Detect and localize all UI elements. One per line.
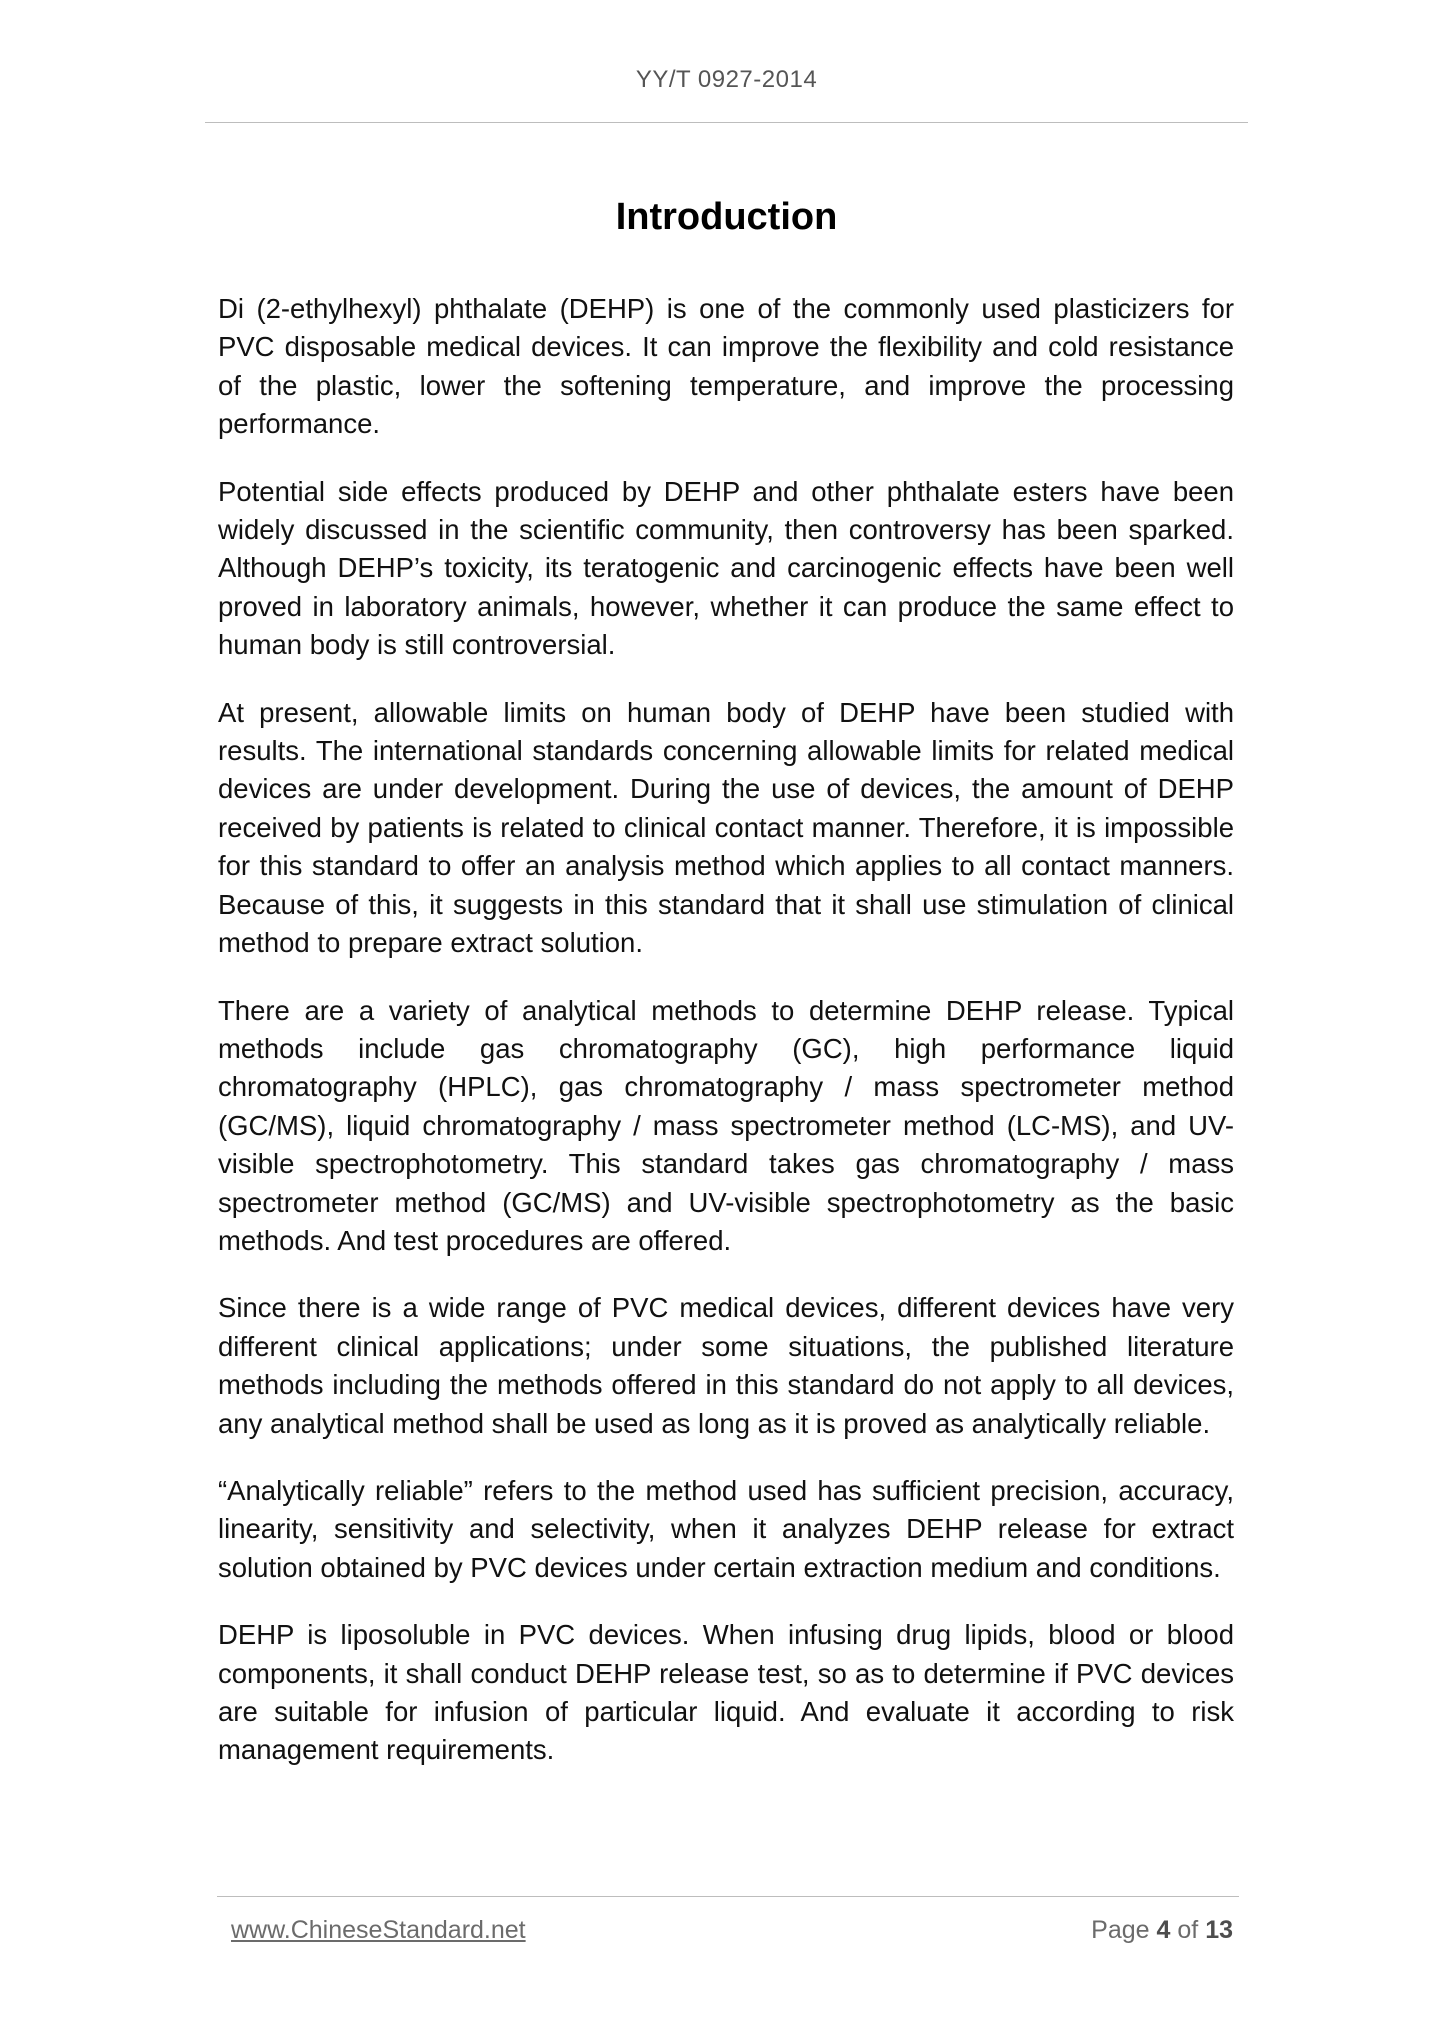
website-link[interactable]: www.ChineseStandard.net	[231, 1916, 526, 1944]
page-indicator	[1091, 1916, 1233, 1945]
page-label: Page	[1091, 1916, 1150, 1944]
paragraph-6: “Analytically reliable” refers to the method used has sufficient precision, accuracy, linearity, sensitivity and selectivity, when it analyzes DEHP release for extract solution obtained by PVC devices under certain extraction medium and conditions.	[218, 1474, 1234, 1583]
document-code-header: YY/T 0927-2014	[635, 66, 818, 93]
paragraph-7: DEHP is liposoluble in PVC devices. When infusing drug lipids, blood or blood components, it shall conduct DEHP release test, so as to determine if PVC devices are suitable for infusion of particular liquid. And evaluate it according to risk management requirements.	[218, 1619, 1234, 1766]
paragraph-3: At present, allowable limits on human body of DEHP have been studied with results. The international standards concerning allowable limits for related medical devices are under development. During the use of devices, the amount of DEHP received by patients is related to clinical contact manner. Therefore, it is impossible for this standard to offer an analysis method which applies to all contact manners. Because of this, it suggests in this standard that it shall use stimulation of clinical method to prepare extract solution.	[218, 696, 1234, 959]
total-pages-number: 13	[1205, 1916, 1233, 1944]
header-divider	[205, 122, 1248, 123]
footer-divider	[217, 1896, 1239, 1897]
paragraph-1: Di (2-ethylhexyl) phthalate (DEHP) is one of the commonly used plasticizers for PVC disposable medical devices. It can improve the flexibility and cold resistance of the plastic, lower the softening temperature, and improve the processing performance.	[218, 293, 1234, 440]
paragraph-4: There are a variety of analytical methods to determine DEHP release. Typical methods include gas chromatography (GC), high performance liquid chromatography (HPLC), gas chromatography / mass spectrometer method (GC/MS), liquid chromatography / mass spectrometer method (LC-MS), and UV-visible spectrophotometry. This standard takes gas chromatography / mass spectrometer method (GC/MS) and UV-visible spectrophotometry as the basic methods. And test procedures are offered.	[218, 994, 1234, 1256]
paragraph-5: Since there is a wide range of PVC medical devices, different devices have very different clinical applications; under some situations, the published literature methods including the methods offered in this standard do not apply to all devices, any analytical method shall be used as long as it is proved as analytically reliable.	[218, 1292, 1234, 1439]
current-page-number: 4	[1156, 1916, 1171, 1944]
paragraph-2: Potential side effects produced by DEHP and other phthalate esters have been widely discussed in the scientific community, then controversy has been sparked. Although DEHP’s toxicity, its teratogenic and carcinogenic effects have been well proved in laboratory animals, however, whether it can produce the same effect to human body is still controversial.	[218, 475, 1234, 661]
document-body	[218, 290, 1234, 1799]
page-of-label: of	[1177, 1916, 1199, 1944]
page-title: Introduction	[615, 196, 838, 238]
